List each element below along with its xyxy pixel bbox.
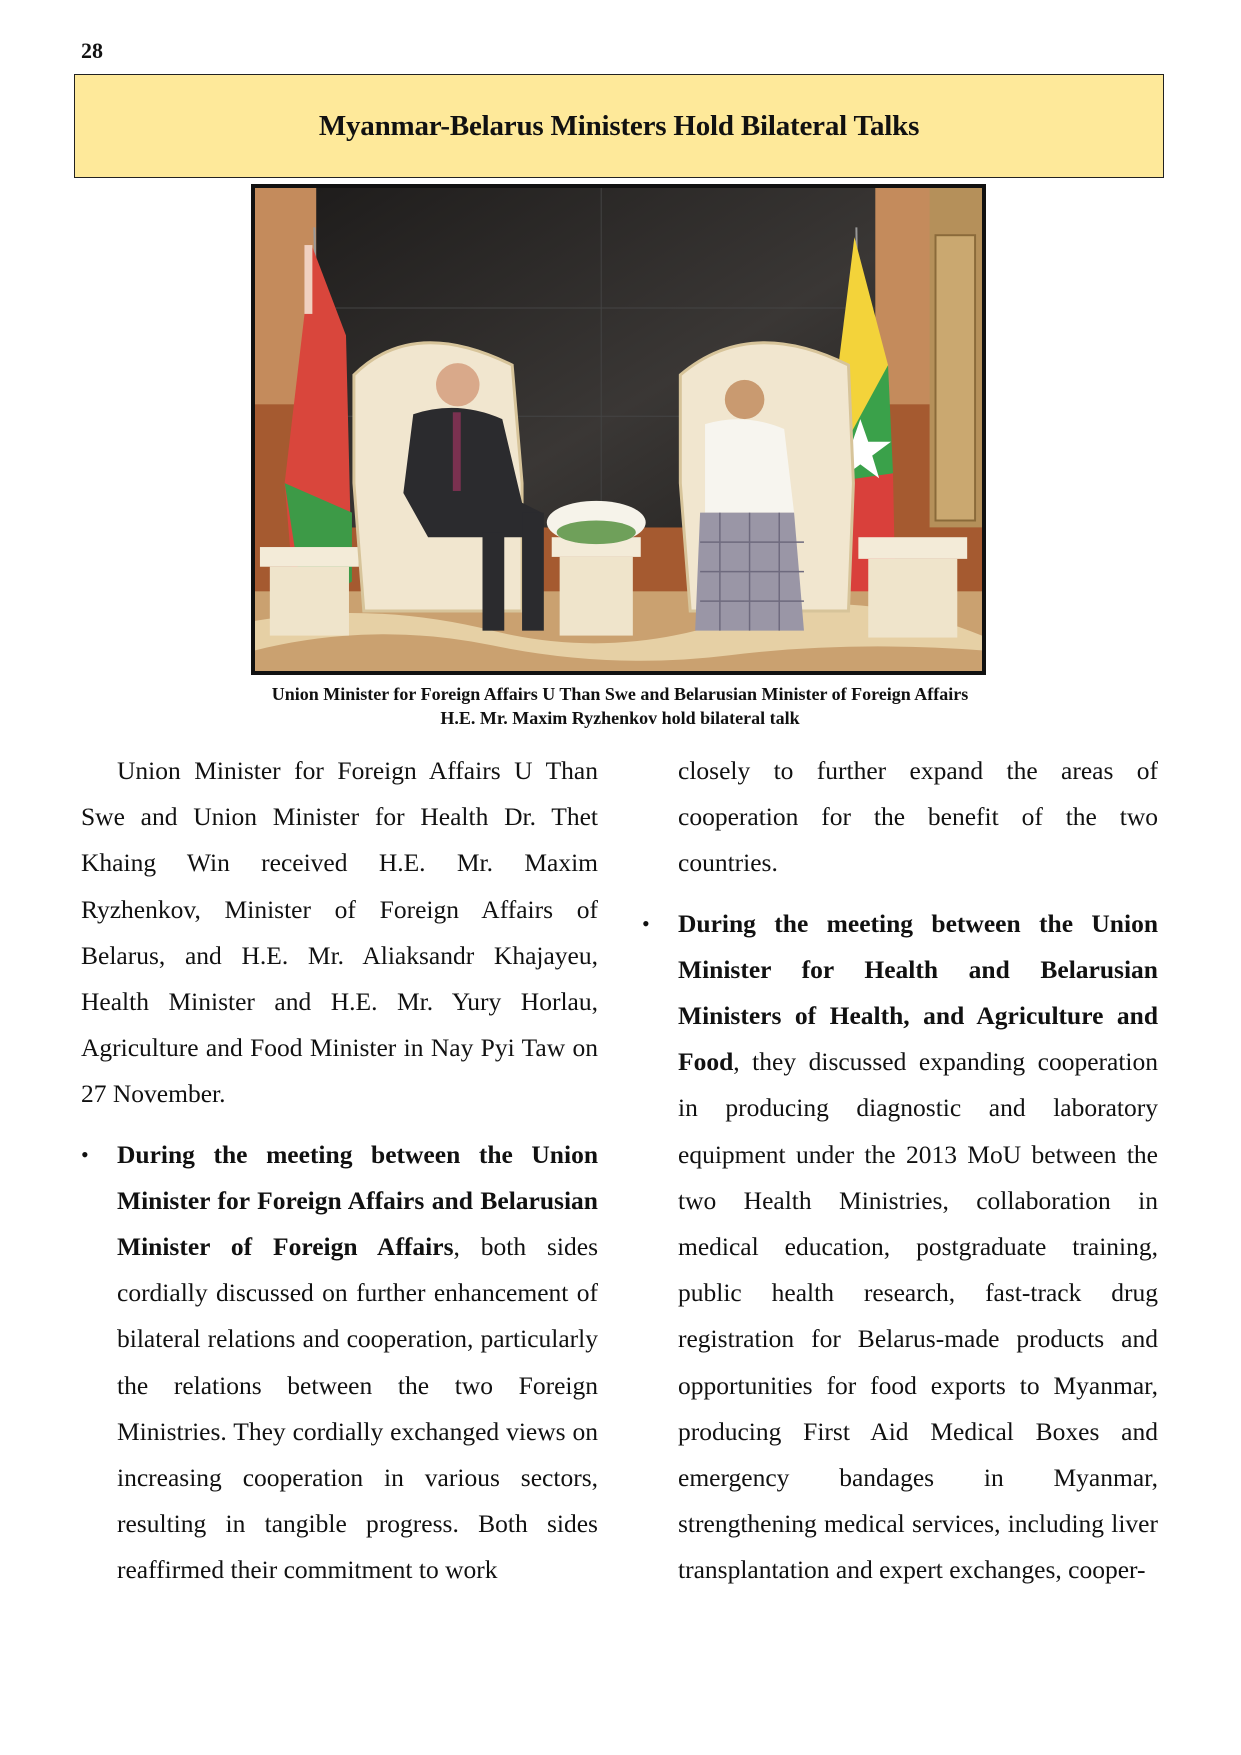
side-table-left: [260, 547, 359, 567]
bullet-icon: •: [642, 910, 650, 936]
caption-line-1: Union Minister for Foreign Affairs U Than Swe and Belarusian Minister of Foreign Affairs: [271, 684, 969, 704]
page-title: Myanmar-Belarus Ministers Hold Bilateral Talks: [318, 109, 920, 142]
caption-line-2: H.E. Mr. Maxim Ryzhenkov hold bilateral talk: [440, 708, 800, 728]
bullet-continuation: closely to further expand the areas of cooperation for the benefit of the two countries.: [678, 756, 1158, 878]
column-left: [81, 748, 598, 1594]
photo-caption: [180, 682, 1060, 730]
side-table-right: [858, 537, 967, 559]
side-table-right-legs: [868, 559, 957, 638]
bullet-text: , both sides cordially discussed on further enhancement of bilateral relations and cooperation, particularly the relations between the two Foreign Ministries. They cordially exchanged views on increasing cooperation in various sectors, resulting in tangible progress. Both sides reaffirmed their commitment to work: [117, 1232, 599, 1585]
meeting-photo: [251, 184, 986, 675]
belarus-flag-ornament: [304, 245, 312, 314]
person-left-head: [436, 363, 480, 406]
bullet-heading: During the meeting between the Union Minister for Health and Belarusian Ministers of Health, and Agriculture and Food: [678, 908, 1158, 1077]
lattice-panel: [936, 235, 976, 520]
person-left-tie: [453, 412, 461, 491]
intro-paragraph: Union Minister for Foreign Affairs U Than Swe and Union Minister for Health Dr. Thet Khaing Win received H.E. Mr. Maxim Ryzhenkov, Minister of Foreign Affairs of Belarus, and H.E. Mr. Aliaksandr Khajayeu, Health Minister and H.E. Mr. Yury Horlau, Agriculture and Food Minister in Nay Pyi Taw on 27 November.: [81, 756, 598, 1109]
center-table-legs: [560, 557, 633, 636]
bullet-heading: During the meeting between the Union Minister for Foreign Affairs and Belarusian Minister of Foreign Affairs: [117, 1139, 598, 1262]
column-right: [642, 748, 1158, 1594]
flower-leaves: [557, 520, 636, 544]
bullet-text: , they discussed expanding cooperation in producing diagnostic and laboratory equipment under the 2013 MoU between the two Health Ministries, collaboration in medical education, postgraduate training, public health research, fast-track drug registration for Belarus-made products and opportunities for food exports to Myanmar, producing First Aid Medical Boxes and emergency bandages in Myanmar, strengthening medical services, including liver transplantation and expert exchanges, cooper-: [678, 1047, 1158, 1585]
page-number: 28: [81, 38, 103, 63]
bullet-item-health: [642, 901, 1158, 1594]
person-right-head: [725, 380, 765, 419]
bullet-item-foreign-affairs: [81, 1132, 598, 1594]
person-right-jacket: [705, 419, 794, 512]
title-banner: [74, 74, 1164, 178]
side-table-left-legs: [270, 567, 349, 636]
person-left-leg2: [522, 513, 544, 631]
person-left-leg: [482, 532, 504, 630]
meeting-photo-illustration: [255, 188, 982, 671]
bullet-icon: •: [81, 1141, 89, 1167]
